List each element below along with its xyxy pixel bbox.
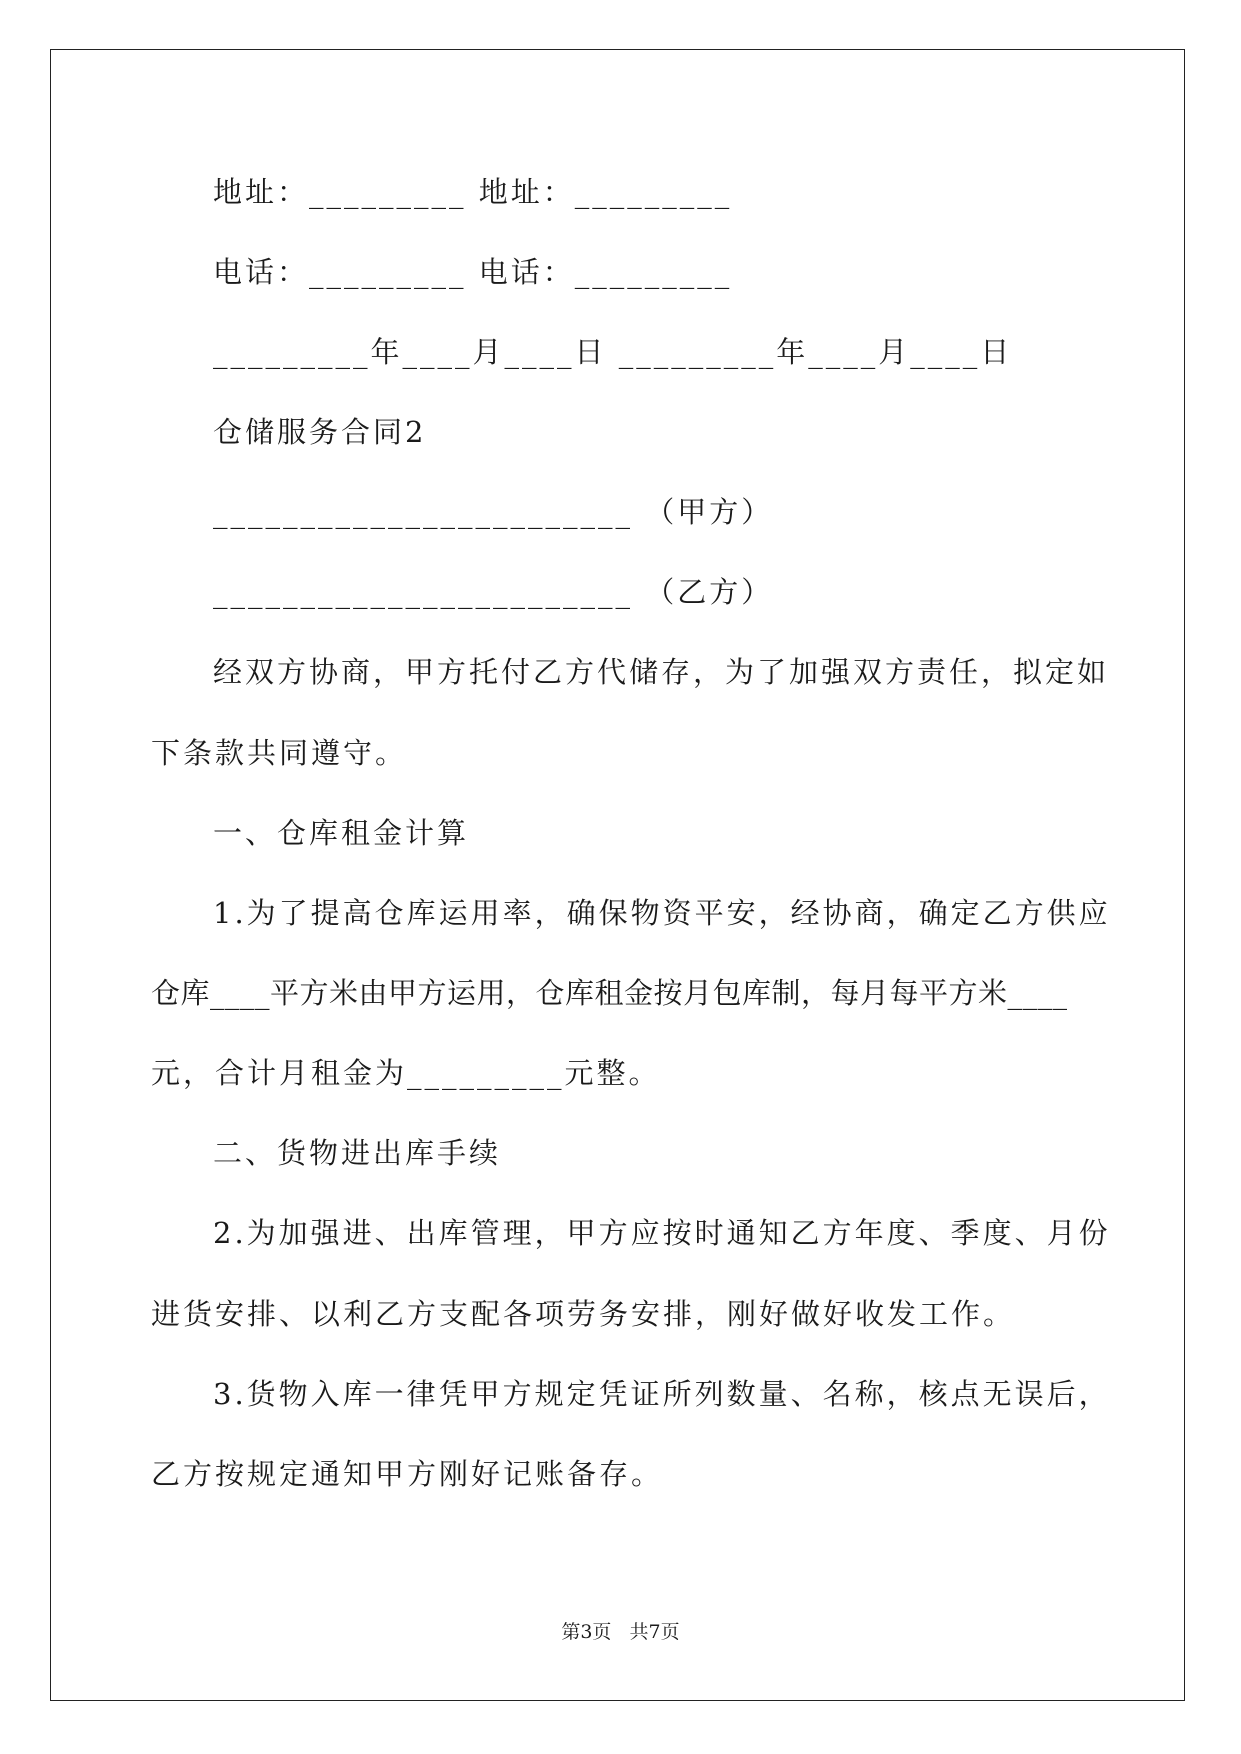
intro-paragraph-line-2: 下条款共同遵守。 — [151, 736, 408, 770]
date-line: _________年____月____日 _________年____月____日 — [213, 335, 1013, 369]
clause-2-line-1: 2.为加强进、出库管理，甲方应按时通知乙方年度、季度、月份 — [213, 1216, 1111, 1250]
address-line: 地址：_________ 地址：_________ — [213, 175, 733, 209]
section-heading-1: 一、仓库租金计算 — [213, 816, 470, 850]
clause-3-line-1: 3.货物入库一律凭甲方规定凭证所列数量、名称，核点无误后， — [213, 1377, 1111, 1411]
phone-line: 电话：_________ 电话：_________ — [213, 255, 733, 289]
intro-paragraph-line-1: 经双方协商，甲方托付乙方代储存，为了加强双方责任，拟定如 — [213, 655, 1110, 689]
page-border — [50, 49, 1185, 1701]
clause-2-line-2: 进货安排、以利乙方支配各项劳务安排，刚好做好收发工作。 — [151, 1297, 1016, 1331]
clause-3-line-2: 乙方按规定通知甲方刚好记账备存。 — [151, 1457, 664, 1491]
clause-1-line-1: 1.为了提高仓库运用率，确保物资平安，经协商，确定乙方供应 — [213, 896, 1111, 930]
section-heading-2: 二、货物进出库手续 — [213, 1136, 502, 1170]
page-number-footer: 第3页 共7页 — [561, 1621, 680, 1643]
clause-1-line-2: 仓库____平方米由甲方运用，仓库租金按月包库制，每月每平方米____ — [151, 976, 1068, 1010]
clause-1-line-3: 元，合计月租金为_________元整。 — [151, 1056, 661, 1090]
party-a-line: ________________________ （甲方） — [213, 495, 774, 529]
party-b-line: ________________________ （乙方） — [213, 575, 774, 609]
contract-title: 仓储服务合同2 — [213, 415, 427, 449]
